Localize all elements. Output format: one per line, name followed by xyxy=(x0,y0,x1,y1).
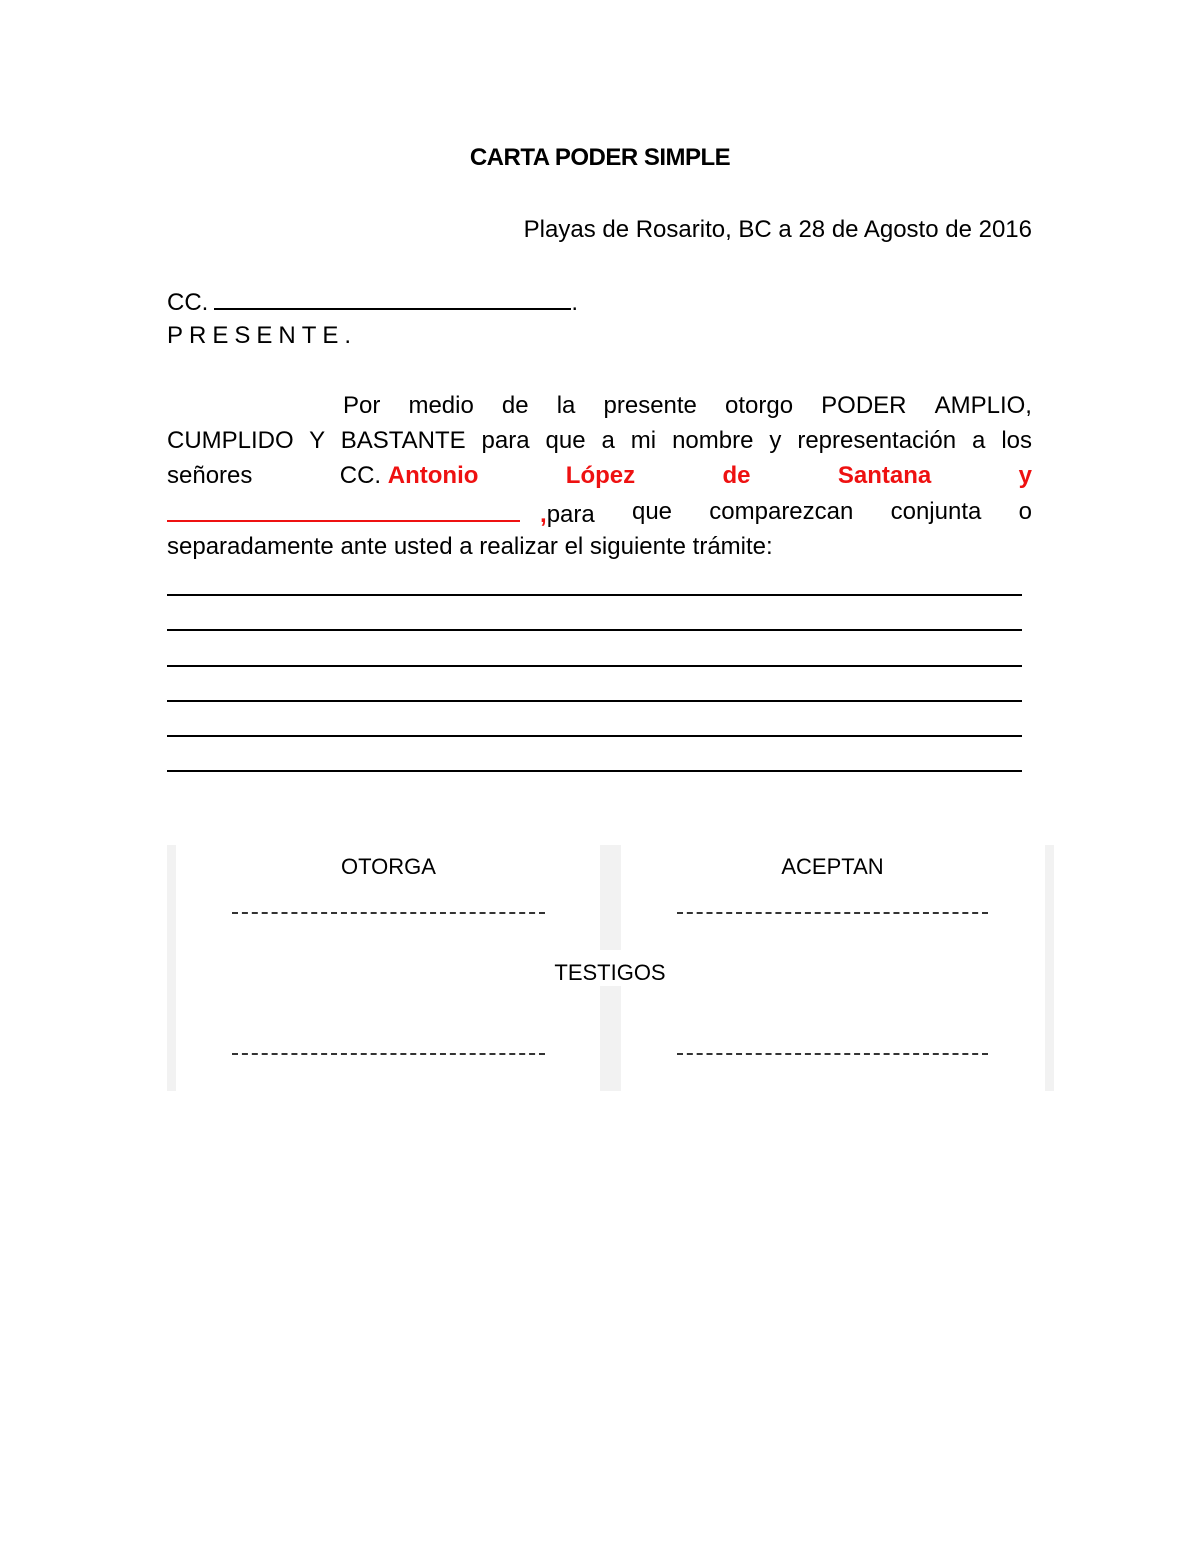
word: Por xyxy=(343,392,381,419)
table-border-middle-bottom xyxy=(600,986,621,1091)
testigos-label: TESTIGOS xyxy=(554,960,666,985)
red-comma: , xyxy=(540,501,547,528)
word: que xyxy=(631,498,673,525)
recipient-prefix: CC. xyxy=(167,289,209,316)
word: otorgo xyxy=(725,392,794,419)
otorga-signature-line[interactable] xyxy=(232,912,545,914)
procedure-blank-line[interactable] xyxy=(167,594,1022,596)
red-name-word: de xyxy=(722,462,751,489)
aceptan-signature-line[interactable] xyxy=(677,912,988,914)
place-date: Playas de Rosarito, BC a 28 de Agosto de 2016 xyxy=(523,216,1032,243)
recipient-blank[interactable] xyxy=(214,286,571,310)
cc-antonio xyxy=(340,462,479,490)
procedure-blank-line[interactable] xyxy=(167,770,1022,772)
procedure-blank-line[interactable] xyxy=(167,735,1022,737)
red-name-word: López xyxy=(565,462,636,489)
word: AMPLIO, xyxy=(934,392,1032,419)
procedure-blank-line[interactable] xyxy=(167,665,1022,667)
word: comparezcan xyxy=(709,498,854,525)
table-border-middle-top xyxy=(600,845,621,950)
word: de xyxy=(501,392,529,419)
word: presente xyxy=(603,392,697,419)
body-line-5: separadamente ante usted a realizar el siguiente trámite: xyxy=(167,533,773,560)
recipient-suffix: . xyxy=(571,289,579,316)
table-border-right xyxy=(1045,845,1054,1091)
document-title: CARTA PODER SIMPLE xyxy=(469,144,731,171)
word: PODER xyxy=(821,392,907,419)
body-line-3 xyxy=(167,462,1032,490)
word: la xyxy=(556,392,576,419)
word: conjunta xyxy=(890,498,982,525)
procedure-blank-line[interactable] xyxy=(167,629,1022,631)
second-name-blank-group xyxy=(167,498,595,529)
word: o xyxy=(1018,498,1032,525)
otorga-label: OTORGA xyxy=(341,854,436,879)
witness-2-signature-line[interactable] xyxy=(677,1053,988,1055)
recipient-line xyxy=(167,286,578,317)
red-name-word: y xyxy=(1018,462,1032,489)
red-name-word: Antonio xyxy=(387,462,479,489)
word: para xyxy=(546,501,595,528)
witness-1-signature-line[interactable] xyxy=(232,1053,545,1055)
body-line-4 xyxy=(167,498,1032,529)
aceptan-label: ACEPTAN xyxy=(781,854,884,879)
word: medio xyxy=(408,392,474,419)
body-line-2: CUMPLIDO Y BASTANTE para que a mi nombre y representación a los xyxy=(167,427,1032,454)
body-line-1 xyxy=(343,392,1032,420)
second-name-blank[interactable] xyxy=(167,498,520,522)
word: CC. xyxy=(339,462,382,489)
red-name-word: Santana xyxy=(837,462,932,489)
procedure-blank-line[interactable] xyxy=(167,700,1022,702)
table-border-left xyxy=(167,845,176,1091)
word: señores xyxy=(167,462,253,489)
presente-label: PRESENTE. xyxy=(167,322,358,349)
